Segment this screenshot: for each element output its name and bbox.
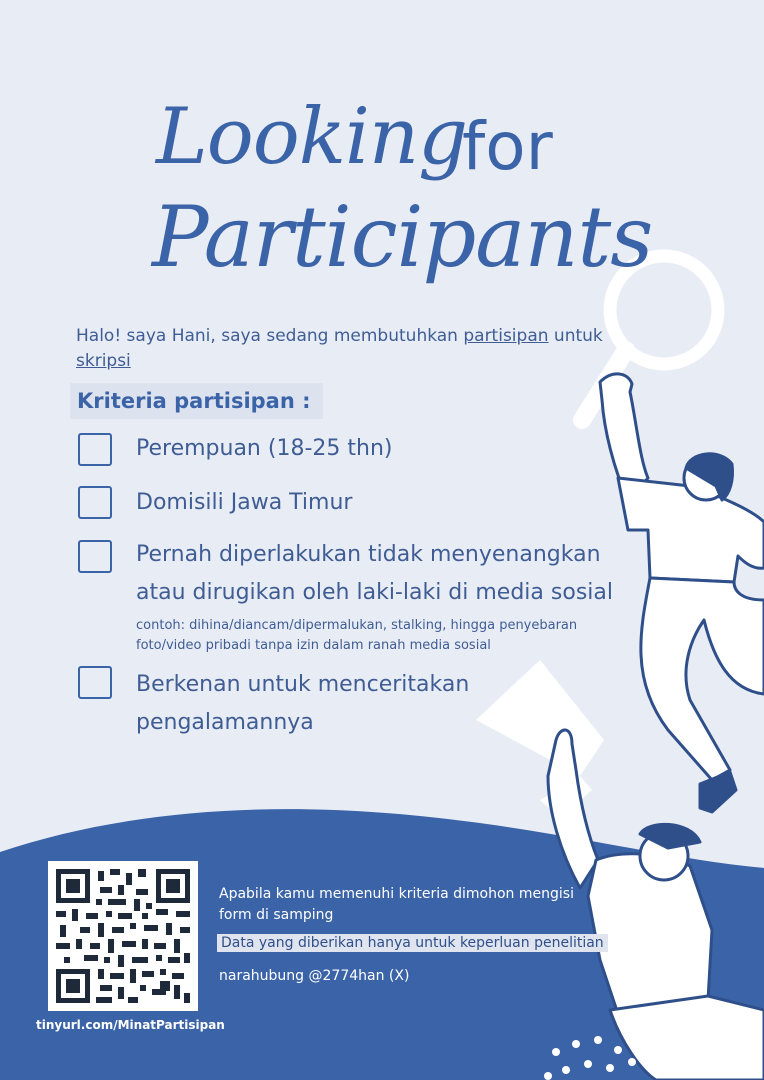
qr-code[interactable] bbox=[48, 861, 198, 1011]
checkbox-icon[interactable] bbox=[78, 433, 112, 466]
intro-before: Halo! saya Hani, saya sedang membutuhkan bbox=[76, 326, 464, 346]
intro-link-partisipan[interactable]: partisipan bbox=[463, 326, 549, 346]
footer-privacy-note: Data yang diberikan hanya untuk keperluan penelitian bbox=[217, 934, 608, 952]
title-plain-word: for bbox=[462, 108, 553, 185]
title-line-2: Participants bbox=[152, 188, 653, 286]
footer-instruction: Apabila kamu memenuhi kriteria dimohon mengisi form di samping bbox=[219, 886, 574, 923]
qr-code-icon bbox=[56, 869, 190, 1003]
intro-text bbox=[76, 324, 616, 374]
checkbox-icon[interactable] bbox=[78, 666, 112, 699]
criteria-item-label: Pernah diperlakukan tidak menyenangkan atau dirugikan oleh laki-laki di media sosial bbox=[136, 542, 613, 605]
checkbox-icon[interactable] bbox=[78, 540, 112, 573]
intro-link-skripsi[interactable]: skripsi bbox=[76, 351, 131, 371]
dots-pattern bbox=[544, 1036, 636, 1080]
title-script-word: Looking bbox=[156, 92, 468, 182]
criteria-item-label: Domisili Jawa Timur bbox=[136, 490, 353, 515]
qr-link[interactable]: tinyurl.com/MinatPartisipan bbox=[36, 1018, 225, 1032]
footer-contact: narahubung @2774han (X) bbox=[219, 968, 410, 984]
intro-mid: untuk bbox=[548, 326, 603, 346]
criteria-item-label: Perempuan (18-25 thn) bbox=[136, 436, 393, 461]
criteria-heading: Kriteria partisipan : bbox=[70, 383, 323, 419]
checkbox-icon[interactable] bbox=[78, 486, 112, 519]
criteria-item-note: contoh: dihina/diancam/dipermalukan, stalking, hingga penyebaran foto/video pribadi tanpa izin dalam ranah media sosial bbox=[136, 618, 578, 653]
criteria-item-label: Berkenan untuk menceritakan pengalamannya bbox=[136, 672, 470, 735]
